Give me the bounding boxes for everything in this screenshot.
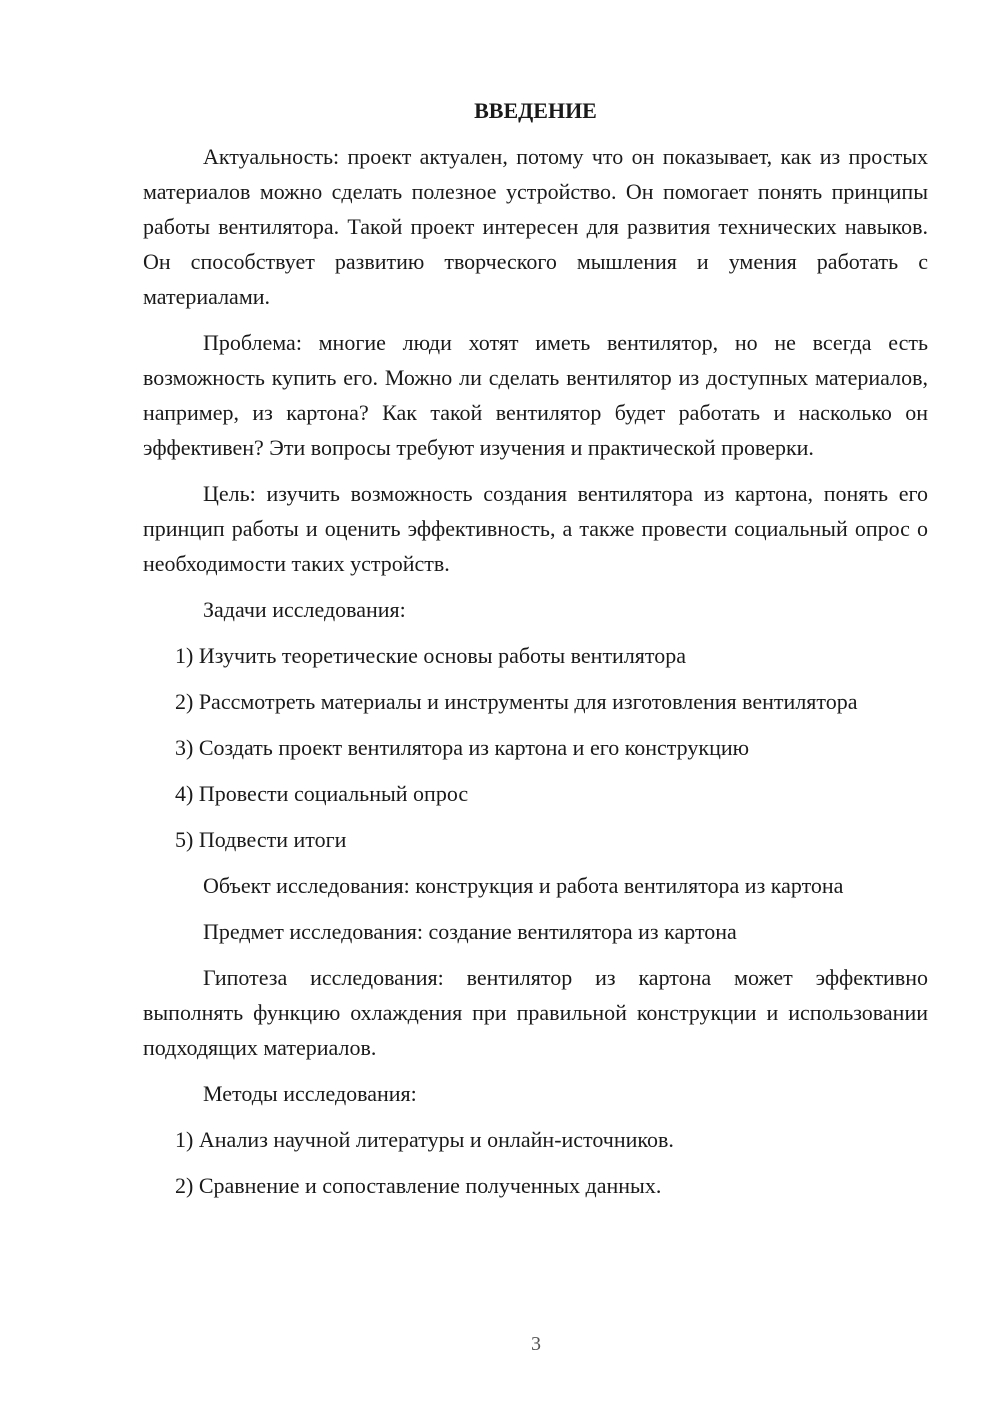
object-paragraph: Объект исследования: конструкция и работа вентилятора из картона bbox=[203, 873, 844, 898]
problem-paragraph: Проблема: многие люди хотят иметь вентилятор, но не всегда есть возможность купить его. Можно ли сделать вентилятор из доступных материалов, например, из картона? Как такой вентилятор будет работать и насколько он эффективен? Эти вопросы требуют изучения и практической проверки. bbox=[143, 330, 928, 460]
goal-paragraph: Цель: изучить возможность создания вентилятора из картона, понять его принцип работы и оценить эффективность, а также провести социальный опрос о необходимости таких устройств. bbox=[143, 481, 928, 576]
method-item-1: 1) Анализ научной литературы и онлайн-источников. bbox=[175, 1127, 674, 1152]
task-item-2: 2) Рассмотреть материалы и инструменты для изготовления вентилятора bbox=[175, 689, 858, 714]
page-number: 3 bbox=[531, 1333, 541, 1355]
section-title: ВВЕДЕНИЕ bbox=[474, 98, 597, 123]
hypothesis-paragraph: Гипотеза исследования: вентилятор из картона может эффективно выполнять функцию охлаждения при правильной конструкции и использовании подходящих материалов. bbox=[143, 965, 928, 1060]
relevance-paragraph: Актуальность: проект актуален, потому что он показывает, как из простых материалов можно сделать полезное устройство. Он помогает понять принципы работы вентилятора. Такой проект интересен для развития технических навыков. Он способствует развитию творческого мышления и умения работать с материалами. bbox=[143, 144, 928, 309]
method-item-2: 2) Сравнение и сопоставление полученных данных. bbox=[175, 1173, 662, 1198]
subject-paragraph: Предмет исследования: создание вентилятора из картона bbox=[203, 919, 737, 944]
task-item-3: 3) Создать проект вентилятора из картона и его конструкцию bbox=[175, 735, 750, 760]
task-item-5: 5) Подвести итоги bbox=[175, 827, 347, 852]
tasks-heading: Задачи исследования: bbox=[203, 597, 406, 622]
task-item-4: 4) Провести социальный опрос bbox=[175, 781, 469, 806]
task-item-1: 1) Изучить теоретические основы работы вентилятора bbox=[175, 643, 687, 668]
document-page bbox=[143, 93, 928, 1214]
methods-heading: Методы исследования: bbox=[203, 1081, 417, 1106]
